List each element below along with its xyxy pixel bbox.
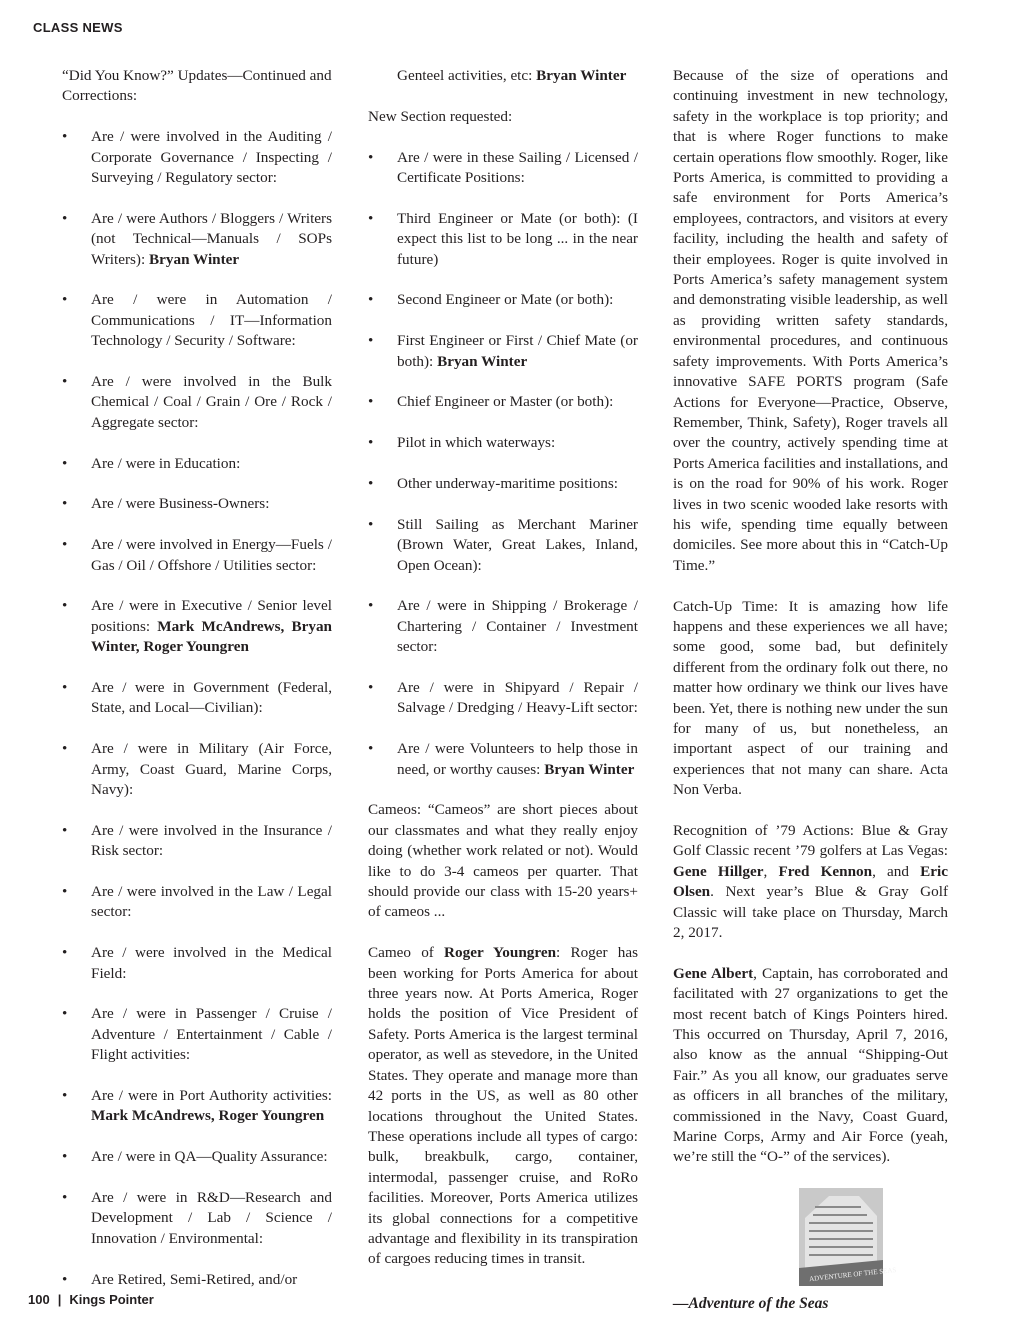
golfer-name: Eric Olsen <box>673 862 949 901</box>
bullet-item <box>62 535 332 576</box>
bullet-item <box>62 596 332 657</box>
bullet-item <box>62 1086 332 1127</box>
bullet-text: Are / were involved in the Insurance / Risk sector: <box>91 821 332 860</box>
gene-albert-body: , Captain, has corroborated and facilitated with 27 organizations to get the most recent batch of Kings Pointers hired. This occurred on Thursday, April 7, 2016, also know as the annual “Shipping-Out Fair.” As you all know, our graduates serve as officers in all branches of the military, commissioned in the Navy, Coast Guard, Marine Corps, Army and Air Force (yeah, we’re still the “O-” of the services). <box>673 964 949 1166</box>
bullet-text: Are / were Volunteers to help those in need, or worthy causes: <box>397 740 638 778</box>
ship-illustration <box>799 1188 897 1286</box>
ship-name-text: ADVENTURE OF THE SEAS <box>808 1266 897 1284</box>
bullet-item <box>62 943 332 984</box>
bullet-text: Are / were in Government (Federal, State, and Local—Civilian): <box>91 679 332 717</box>
bullet-text: Are / were involved in the Law / Legal sector: <box>91 883 332 921</box>
cruise-ship-photo <box>799 1188 897 1286</box>
bullet-names: Mark McAndrews, Bryan Winter, Roger Youngren <box>91 617 332 656</box>
gene-albert-name: Gene Albert <box>673 964 754 982</box>
bullet-text: Still Sailing as Merchant Mariner (Brown Water, Great Lakes, Inland, Open Ocean): <box>397 515 638 574</box>
bullet-text: Are / were Business-Owners: <box>91 495 270 513</box>
bullet-item <box>62 372 332 433</box>
catch-up-paragraph: Catch-Up Time: It is amazing how life happens and these experiences we all have; some good, some bad, but definitely different from the ordinary folk out there, no matter how ordinary we think our lives have been. Yet, there is nothing new under the sun for many of us, but nonetheless, an important aspect of our training and experiences that not many can share. Acta Non Verba. <box>673 597 948 799</box>
bullet-text: Are / were in R&D—Research and Development / Lab / Science / Innovation / Environmental: <box>91 1189 332 1247</box>
col2-continued-item <box>368 66 638 86</box>
bullet-text: Are / were involved in the Medical Field: <box>91 944 332 982</box>
bullet-item <box>62 1270 332 1290</box>
cameos-paragraph: Cameos: “Cameos” are short pieces about our classmates and what they really enjoy doing (whether work related or not). Would like to do 3-4 cameos per quarter. That should provide our class with 15-20 years+ of cameos ... <box>368 801 638 921</box>
bullet-item <box>368 392 638 412</box>
bullet-text: Are / were in Shipyard / Repair / Salvage / Dredging / Heavy-Lift sector: <box>397 679 638 717</box>
bullet-text: Other underway-maritime positions: <box>397 475 619 492</box>
roger-safety-paragraph: Because of the size of operations and continuing investment in new technology, safety in the workplace is top priority; and that is where Roger functions to make certain operations flow smoothly. Roger, like Ports America, is committed to providing a safe environment for Ports America’s employees, contractors, and visitors at every facility, including the health and safety of their employees. Roger is quite involved in Ports America’s safety management system and demonstrating visible leadership, as well as providing written safety standards, environmental procedures, and continuous safety improvements. With Ports America’s innovative SAFE PORTS program (Safe Actions for Everyone—Practice, Observe, Remember, Think, Safety), Roger travels all over the country, actively spending time at Ports America facilities and installations, and is on the road for 90% of his work. Roger lives in two scenic wooded lake resorts with his wife, spending time equally between domiciles. See more about this in “Catch-Up Time.” <box>673 67 948 574</box>
golfer-name: Gene Hillger <box>673 862 764 880</box>
bullet-item <box>368 739 638 780</box>
bullet-text: Are / were involved in the Auditing / Corporate Governance / Inspecting / Surveying / Regulatory sector: <box>91 128 332 187</box>
section-label: CLASS NEWS <box>33 20 123 35</box>
bullet-item <box>368 290 638 310</box>
publication-name: Kings Pointer <box>69 1292 154 1307</box>
bullet-item <box>62 454 332 474</box>
bullet-text: Are / were Authors / Bloggers / Writers (not Technical—Manuals / SOPs Writers): <box>91 209 332 268</box>
bullet-text: Pilot in which waterways: <box>397 434 556 452</box>
bullet-item <box>62 127 332 188</box>
bullet-item <box>62 1188 332 1249</box>
bullet-text: Are / were in Port Authority activities: <box>91 1087 332 1105</box>
col1-intro: “Did You Know?” Updates—Continued and Corrections: <box>62 67 332 105</box>
bullet-text: Are / were involved in the Bulk Chemical / Coal / Grain / Ore / Rock / Aggregate sector: <box>91 373 332 431</box>
column-1 <box>62 66 332 1310</box>
bullet-item <box>368 678 638 719</box>
gene-albert-paragraph <box>673 964 948 1168</box>
bullet-item <box>368 331 638 372</box>
cameo-name: Roger Youngren <box>444 944 557 962</box>
bullet-item <box>62 882 332 923</box>
bullet-item <box>368 515 638 576</box>
golfer-sep: , <box>763 862 779 880</box>
bullet-text: Are / were in Education: <box>91 454 241 472</box>
bullet-text: Are / were in Executive / Senior level positions: <box>91 597 332 635</box>
bullet-text: Third Engineer or Mate (or both): (I expect this list to be long ... in the near future) <box>397 209 638 268</box>
recognition-outro: . Next year’s Blue & Gray Golf Classic will take place on Thursday, March 2, 2017. <box>673 883 948 942</box>
bullet-text: Are / were in these Sailing / Licensed / Certificate Positions: <box>397 148 638 186</box>
ship-image <box>799 1188 897 1286</box>
col2-continued-text: Genteel activities, etc: <box>397 67 533 84</box>
col2-bullet-list <box>368 148 638 780</box>
bullet-text: Second Engineer or Mate (or both): <box>397 291 614 309</box>
bullet-item <box>62 209 332 270</box>
page-number: 100 <box>28 1292 50 1307</box>
column-3 <box>673 66 948 1315</box>
bullet-names: Bryan Winter <box>544 760 635 778</box>
recognition-paragraph <box>673 821 948 943</box>
bullet-text: Are / were in Shipping / Brokerage / Chartering / Container / Investment sector: <box>397 597 638 656</box>
bullet-names: Mark McAndrews, Roger Youngren <box>91 1107 325 1125</box>
bullet-item <box>62 739 332 800</box>
bullet-item <box>62 821 332 862</box>
bullet-names: Bryan Winter <box>149 250 240 268</box>
bullet-item <box>368 596 638 657</box>
new-section-heading: New Section requested: <box>368 107 513 125</box>
golfer-name: Fred Kennon <box>778 862 873 880</box>
bullet-item <box>368 148 638 189</box>
bullet-item <box>62 1004 332 1065</box>
footer-separator: | <box>57 1292 62 1307</box>
bullet-text: Are Retired, Semi-Retired, and/or <box>91 1270 298 1288</box>
bullet-text: Are / were in Passenger / Cruise / Adventure / Entertainment / Cable / Flight activities: <box>91 1005 332 1064</box>
page-footer <box>28 1292 154 1307</box>
column-2 <box>368 66 638 1290</box>
bullet-item <box>62 1147 332 1167</box>
golfer-sep: , and <box>872 862 921 880</box>
bullet-item <box>62 678 332 719</box>
bullet-item <box>368 474 638 494</box>
bullet-item <box>368 209 638 270</box>
bullet-text: Are / were involved in Energy—Fuels / Gas / Oil / Offshore / Utilities sector: <box>91 536 332 574</box>
col1-bullet-list <box>62 127 332 1290</box>
photo-caption: —Adventure of the Seas <box>673 1295 829 1313</box>
bullet-item <box>62 290 332 351</box>
bullet-text: First Engineer or First / Chief Mate (or both): <box>397 332 638 370</box>
col2-continued-names: Bryan Winter <box>536 67 627 84</box>
bullet-names: Bryan Winter <box>437 352 528 370</box>
recognition-intro: Recognition of ’79 Actions: Blue & Gray Golf Classic recent ’79 golfers at Las Vegas: <box>673 822 948 860</box>
bullet-text: Are / were in Military (Air Force, Army, Coast Guard, Marine Corps, Navy): <box>91 740 332 799</box>
bullet-item <box>62 494 332 514</box>
bullet-text: Are / were in QA—Quality Assurance: <box>91 1148 328 1166</box>
bullet-text: Chief Engineer or Master (or both): <box>397 393 614 411</box>
cameo-paragraph <box>368 943 638 1270</box>
bullet-text: Are / were in Automation / Communications / IT—Information Technology / Security / Software: <box>91 291 332 350</box>
bullet-item <box>368 433 638 453</box>
cameo-body: : Roger has been working for Ports America for about three years now. At Ports America, Roger holds the position of Vice President of Safety. Ports America is the largest terminal operator, as well as stevedore, in the United States. They operate and manage more than 42 ports in the US, as well as 80 other locations throughout the United States. These operations include all types of cargo: bulk, breakbulk, cargo, container, intermodal, passenger cruise, and RoRo facilities. Moreover, Ports America utilizes its global connections for a competitive advantage and flexibility in its transpiration of cargoes reducing times in transit. <box>368 944 638 1268</box>
cameo-prefix: Cameo of <box>368 944 445 962</box>
